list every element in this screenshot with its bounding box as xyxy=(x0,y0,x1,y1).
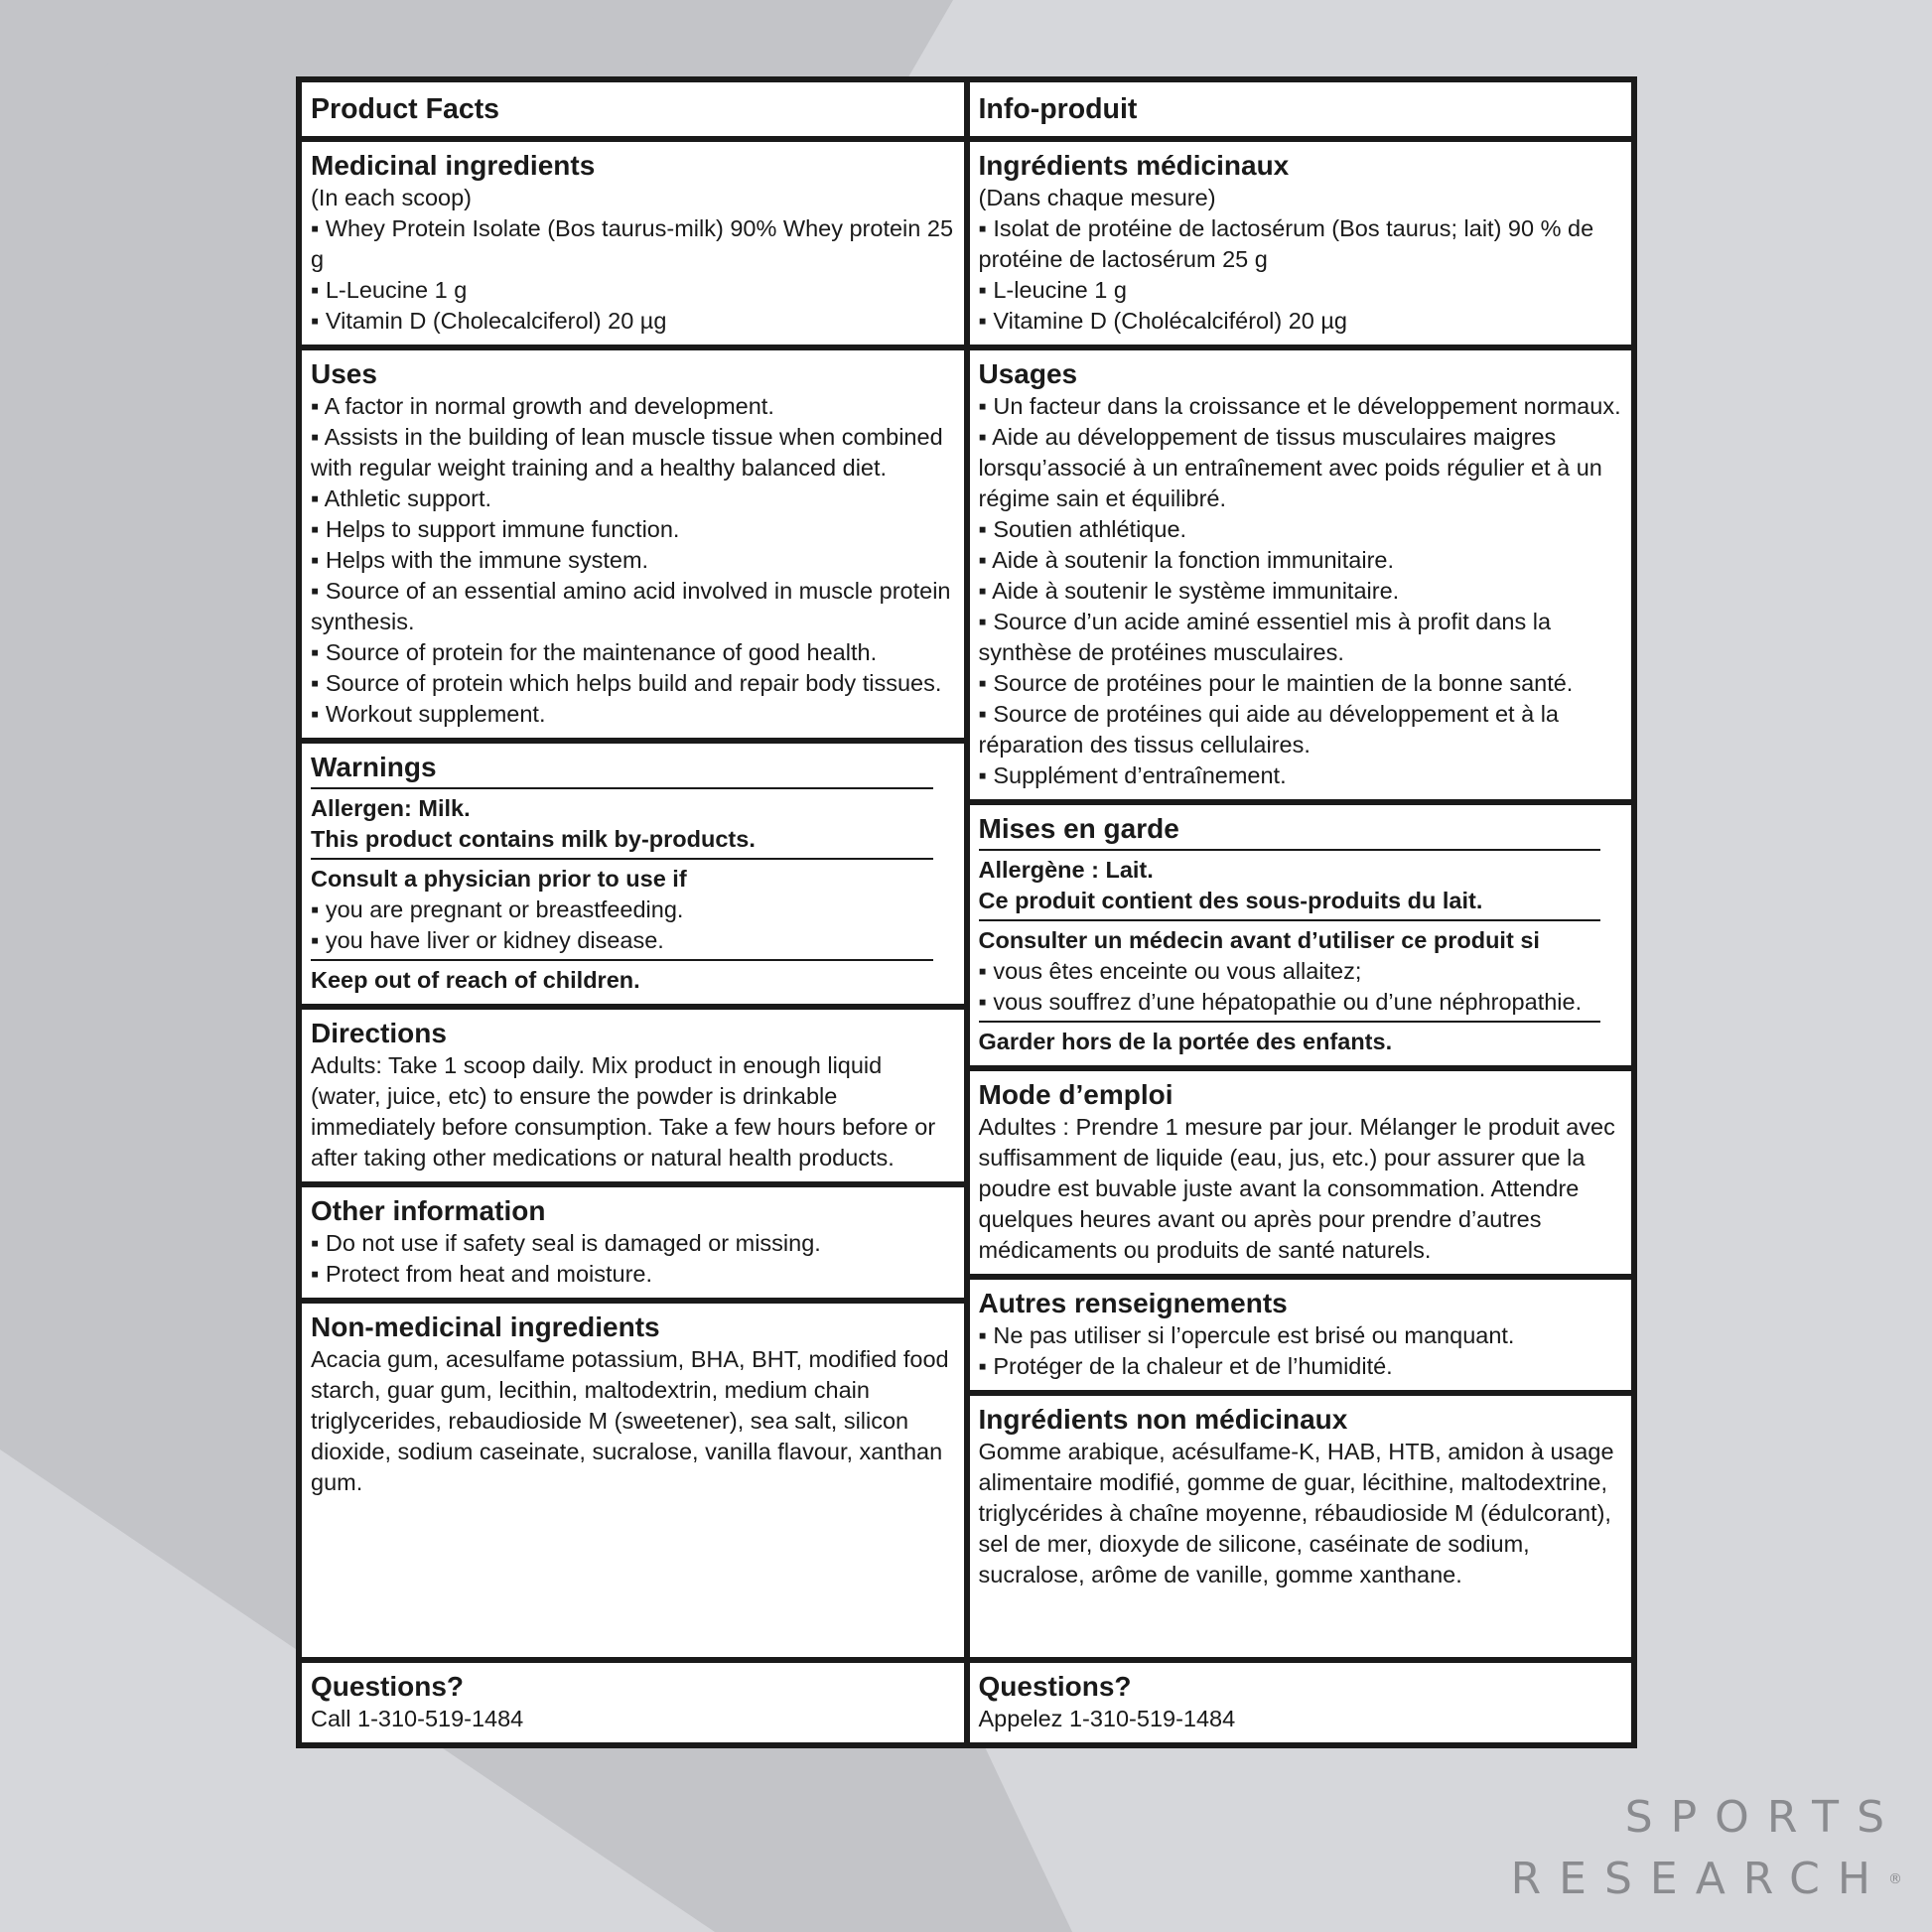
condition-fr: ▪ vous êtes enceinte ou vous allaitez; xyxy=(978,958,1362,984)
brand-line-2 xyxy=(1511,1849,1902,1910)
medicinal-line-en: ▪ Vitamin D (Cholecalciferol) 20 µg xyxy=(311,308,667,334)
title-en: Product Facts xyxy=(311,93,500,125)
medicinal-line-en: ▪ L-Leucine 1 g xyxy=(311,277,468,303)
uses-item-fr: ▪ Supplément d’entraînement. xyxy=(978,762,1287,788)
nonmedicinal-text-fr: Gomme arabique, acésulfame-K, HAB, HTB, amidon à usage alimentaire modifié, gomme de guar, lécithine, maltodextrine, triglycérides à chaîne moyenne, rébaudioside M (édulcorant), sel de mer, dioxyde de silicone, caséinate de sodium, sucralose, arôme de vanille, gomme xanthane. xyxy=(978,1439,1614,1587)
uses-item-en: ▪ Assists in the building of lean muscle tissue when combined with regular weight training and a healthy balanced diet. xyxy=(311,424,943,481)
condition-fr: ▪ vous souffrez d’une hépatopathie ou d’une néphropathie. xyxy=(978,989,1583,1015)
divider xyxy=(979,1021,1601,1023)
directions-heading-en: Directions xyxy=(311,1018,447,1048)
title-box-fr xyxy=(970,82,1632,136)
warnings-heading-en: Warnings xyxy=(311,752,437,782)
other-info-item-en: ▪ Protect from heat and moisture. xyxy=(311,1261,653,1287)
medicinal-line-fr: ▪ Vitamine D (Cholécalciférol) 20 µg xyxy=(978,308,1347,334)
directions-section-fr xyxy=(970,1071,1632,1274)
french-column xyxy=(970,82,1632,1742)
uses-item-fr: ▪ Source de protéines pour le maintien de la bonne santé. xyxy=(978,670,1574,696)
nonmedicinal-section-fr xyxy=(970,1396,1632,1657)
uses-item-fr: ▪ Source de protéines qui aide au développement et à la réparation des tissus cellulaires. xyxy=(978,701,1559,758)
other-info-item-fr: ▪ Ne pas utiliser si l’opercule est brisé ou manquant. xyxy=(978,1322,1515,1348)
uses-heading-fr: Usages xyxy=(978,358,1078,389)
directions-text-en: Adults: Take 1 scoop daily. Mix product in enough liquid (water, juice, etc) to ensure the powder is drinkable immediately before consumption. Take a few hours before or after taking other medications or natural health products. xyxy=(311,1052,936,1171)
condition-en: ▪ you have liver or kidney disease. xyxy=(311,927,664,953)
divider xyxy=(311,959,933,961)
uses-item-fr: ▪ Source d’un acide aminé essentiel mis à profit dans la synthèse de protéines musculaires. xyxy=(978,609,1552,665)
medicinal-line-fr: (Dans chaque mesure) xyxy=(978,185,1216,210)
other-info-section-en xyxy=(302,1187,964,1298)
questions-heading-en: Questions? xyxy=(311,1671,465,1702)
other-info-heading-en: Other information xyxy=(311,1195,546,1226)
divider xyxy=(311,858,933,860)
nonmedicinal-heading-en: Non-medicinal ingredients xyxy=(311,1311,660,1342)
brand-logo xyxy=(1511,1787,1902,1910)
other-info-item-en: ▪ Do not use if safety seal is damaged or missing. xyxy=(311,1230,821,1256)
uses-item-fr: ▪ Aide à soutenir le système immunitaire. xyxy=(978,578,1400,604)
medicinal-section-en xyxy=(302,142,964,345)
medicinal-line-en: ▪ Whey Protein Isolate (Bos taurus-milk) 90% Whey protein 25 g xyxy=(311,215,954,272)
uses-item-en: ▪ Workout supplement. xyxy=(311,701,546,727)
medicinal-line-fr: ▪ Isolat de protéine de lactosérum (Bos taurus; lait) 90 % de protéine de lactosérum 25 g xyxy=(978,215,1594,272)
questions-section-en xyxy=(302,1663,964,1742)
allergen-en: Allergen: Milk. xyxy=(311,795,471,821)
consult-fr: Consulter un médecin avant d’utiliser ce produit si xyxy=(978,927,1540,953)
title-fr: Info-produit xyxy=(978,93,1138,125)
directions-heading-fr: Mode d’emploi xyxy=(978,1079,1173,1110)
other-info-section-fr xyxy=(970,1280,1632,1390)
keep-away-fr: Garder hors de la portée des enfants. xyxy=(978,1029,1393,1054)
medicinal-line-en: (In each scoop) xyxy=(311,185,472,210)
nonmedicinal-section-en xyxy=(302,1304,964,1657)
uses-item-en: ▪ Helps with the immune system. xyxy=(311,547,649,573)
uses-item-fr: ▪ Un facteur dans la croissance et le développement normaux. xyxy=(978,393,1621,419)
directions-section-en xyxy=(302,1010,964,1181)
uses-item-en: ▪ A factor in normal growth and development. xyxy=(311,393,774,419)
uses-heading-en: Uses xyxy=(311,358,377,389)
allergen-fr: Allergène : Lait. xyxy=(978,857,1154,883)
warnings-section-en xyxy=(302,744,964,1004)
medicinal-heading-en: Medicinal ingredients xyxy=(311,150,596,181)
consult-en: Consult a physician prior to use if xyxy=(311,866,687,892)
uses-item-en: ▪ Source of an essential amino acid involved in muscle protein synthesis. xyxy=(311,578,951,634)
medicinal-heading-fr: Ingrédients médicinaux xyxy=(978,150,1290,181)
contains-en: This product contains milk by-products. xyxy=(311,826,756,852)
contains-fr: Ce produit contient des sous-produits du lait. xyxy=(978,888,1483,913)
questions-section-fr xyxy=(970,1663,1632,1742)
registered-mark: ® xyxy=(1888,1871,1902,1887)
product-facts-label xyxy=(296,76,1637,1748)
title-box-en xyxy=(302,82,964,136)
divider xyxy=(311,787,933,789)
uses-item-fr: ▪ Soutien athlétique. xyxy=(978,516,1187,542)
other-info-item-fr: ▪ Protéger de la chaleur et de l’humidité. xyxy=(978,1353,1393,1379)
uses-item-en: ▪ Helps to support immune function. xyxy=(311,516,680,542)
english-column xyxy=(302,82,964,1742)
other-info-heading-fr: Autres renseignements xyxy=(978,1288,1288,1318)
nonmedicinal-heading-fr: Ingrédients non médicinaux xyxy=(978,1404,1348,1435)
uses-item-en: ▪ Source of protein which helps build and repair body tissues. xyxy=(311,670,942,696)
phone-en: Call 1-310-519-1484 xyxy=(311,1706,524,1731)
divider xyxy=(979,919,1601,921)
divider xyxy=(979,849,1601,851)
questions-heading-fr: Questions? xyxy=(978,1671,1132,1702)
uses-item-en: ▪ Athletic support. xyxy=(311,485,492,511)
directions-text-fr: Adultes : Prendre 1 mesure par jour. Mélanger le produit avec suffisamment de liquide (eau, jus, etc.) pour assurer que la poudre est buvable juste avant la consommation. Attendre quelques heures avant ou après pour prendre d’autres médicaments ou produits de santé naturels. xyxy=(978,1114,1615,1263)
brand-line-1: SPORTS xyxy=(1624,1792,1902,1843)
medicinal-line-fr: ▪ L-leucine 1 g xyxy=(978,277,1127,303)
uses-item-fr: ▪ Aide à soutenir la fonction immunitaire. xyxy=(978,547,1394,573)
uses-item-fr: ▪ Aide au développement de tissus musculaires maigres lorsqu’associé à un entraînement avec poids régulier et à un régime sain et équilibré. xyxy=(978,424,1602,511)
warnings-heading-fr: Mises en garde xyxy=(978,813,1179,844)
uses-item-en: ▪ Source of protein for the maintenance of good health. xyxy=(311,639,878,665)
phone-fr: Appelez 1-310-519-1484 xyxy=(978,1706,1236,1731)
medicinal-section-fr xyxy=(970,142,1632,345)
keep-away-en: Keep out of reach of children. xyxy=(311,967,640,993)
brand-name: RESEARCH xyxy=(1510,1854,1888,1904)
nonmedicinal-text-en: Acacia gum, acesulfame potassium, BHA, BHT, modified food starch, guar gum, lecithin, maltodextrin, medium chain triglycerides, rebaudioside M (sweetener), sea salt, silicon dioxide, sodium caseinate, sucralose, vanilla flavour, xanthan gum. xyxy=(311,1346,949,1495)
uses-section-en xyxy=(302,350,964,738)
uses-section-fr xyxy=(970,350,1632,799)
warnings-section-fr xyxy=(970,805,1632,1065)
condition-en: ▪ you are pregnant or breastfeeding. xyxy=(311,897,684,922)
